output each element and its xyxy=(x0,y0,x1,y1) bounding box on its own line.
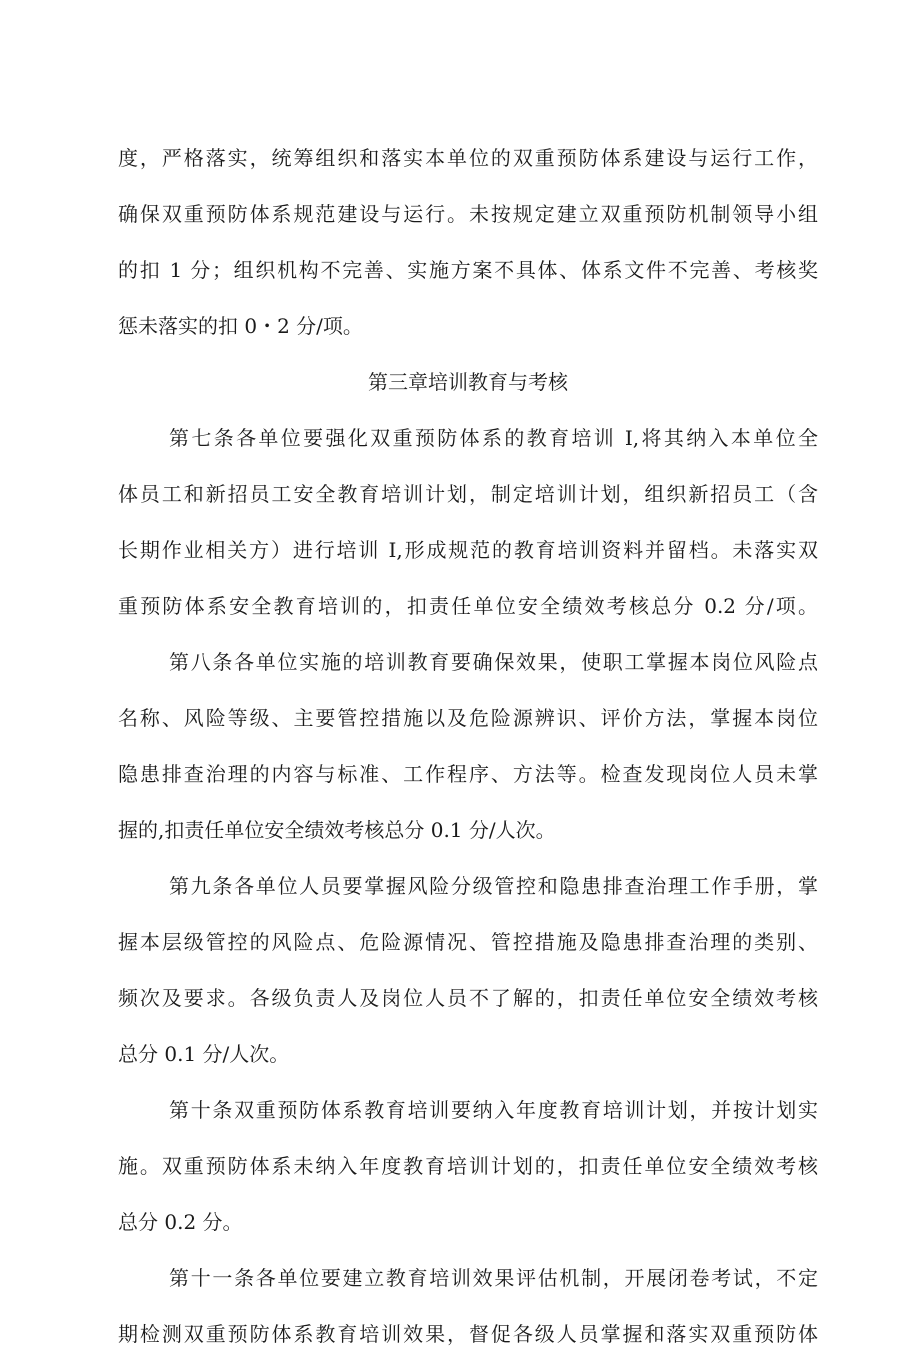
text-line: 总分 0.2 分。 xyxy=(118,1210,243,1234)
chapter-heading: 第三章培训教育与考核 xyxy=(368,370,568,394)
text-line: 握本层级管控的风险点、危险源情况、管控措施及隐患排查治理的类别、 xyxy=(118,930,818,954)
article-7-paragraph xyxy=(118,410,818,634)
document-body xyxy=(118,130,818,1362)
text-line: 体员工和新招员工安全教育培训计划，制定培训计划，组织新招员工（含 xyxy=(118,482,818,506)
article-9-paragraph xyxy=(118,858,818,1082)
paragraph-continuation xyxy=(118,130,818,354)
text-line: 期检测双重预防体系教育培训效果，督促各级人员掌握和落实双重预防体 xyxy=(118,1322,818,1346)
text-line: 重预防体系安全教育培训的，扣责任单位安全绩效考核总分 0.2 分/项。 xyxy=(118,594,818,618)
text-line: 惩未落实的扣 0・2 分/项。 xyxy=(118,314,363,338)
text-line: 度，严格落实，统筹组织和落实本单位的双重预防体系建设与运行工作， xyxy=(118,146,818,170)
text-line: 名称、风险等级、主要管控措施以及危险源辨识、评价方法，掌握本岗位 xyxy=(118,706,818,730)
text-line: 总分 0.1 分/人次。 xyxy=(118,1042,290,1066)
article-8-paragraph xyxy=(118,634,818,858)
text-line: 隐患排查治理的内容与标准、工作程序、方法等。检查发现岗位人员未掌 xyxy=(118,762,818,786)
text-line: 的扣 1 分；组织机构不完善、实施方案不具体、体系文件不完善、考核奖 xyxy=(118,258,818,282)
text-line: 第七条各单位要强化双重预防体系的教育培训 I,将其纳入本单位全 xyxy=(169,426,818,450)
text-line: 第十条双重预防体系教育培训要纳入年度教育培训计划，并按计划实 xyxy=(169,1098,818,1122)
text-line: 长期作业相关方）进行培训 I,形成规范的教育培训资料并留档。未落实双 xyxy=(118,538,818,562)
text-line: 握的,扣责任单位安全绩效考核总分 0.1 分/人次。 xyxy=(118,818,556,842)
text-line: 频次及要求。各级负责人及岗位人员不了解的，扣责任单位安全绩效考核 xyxy=(118,986,818,1010)
text-line: 第八条各单位实施的培训教育要确保效果，使职工掌握本岗位风险点 xyxy=(169,650,818,674)
article-11-paragraph xyxy=(118,1250,818,1362)
text-line: 确保双重预防体系规范建设与运行。未按规定建立双重预防机制领导小组 xyxy=(118,202,818,226)
text-line: 第九条各单位人员要掌握风险分级管控和隐患排查治理工作手册，掌 xyxy=(169,874,818,898)
text-line: 第十一条各单位要建立教育培训效果评估机制，开展闭卷考试，不定 xyxy=(169,1266,818,1290)
text-line: 施。双重预防体系未纳入年度教育培训计划的，扣责任单位安全绩效考核 xyxy=(118,1154,818,1178)
article-10-paragraph xyxy=(118,1082,818,1250)
